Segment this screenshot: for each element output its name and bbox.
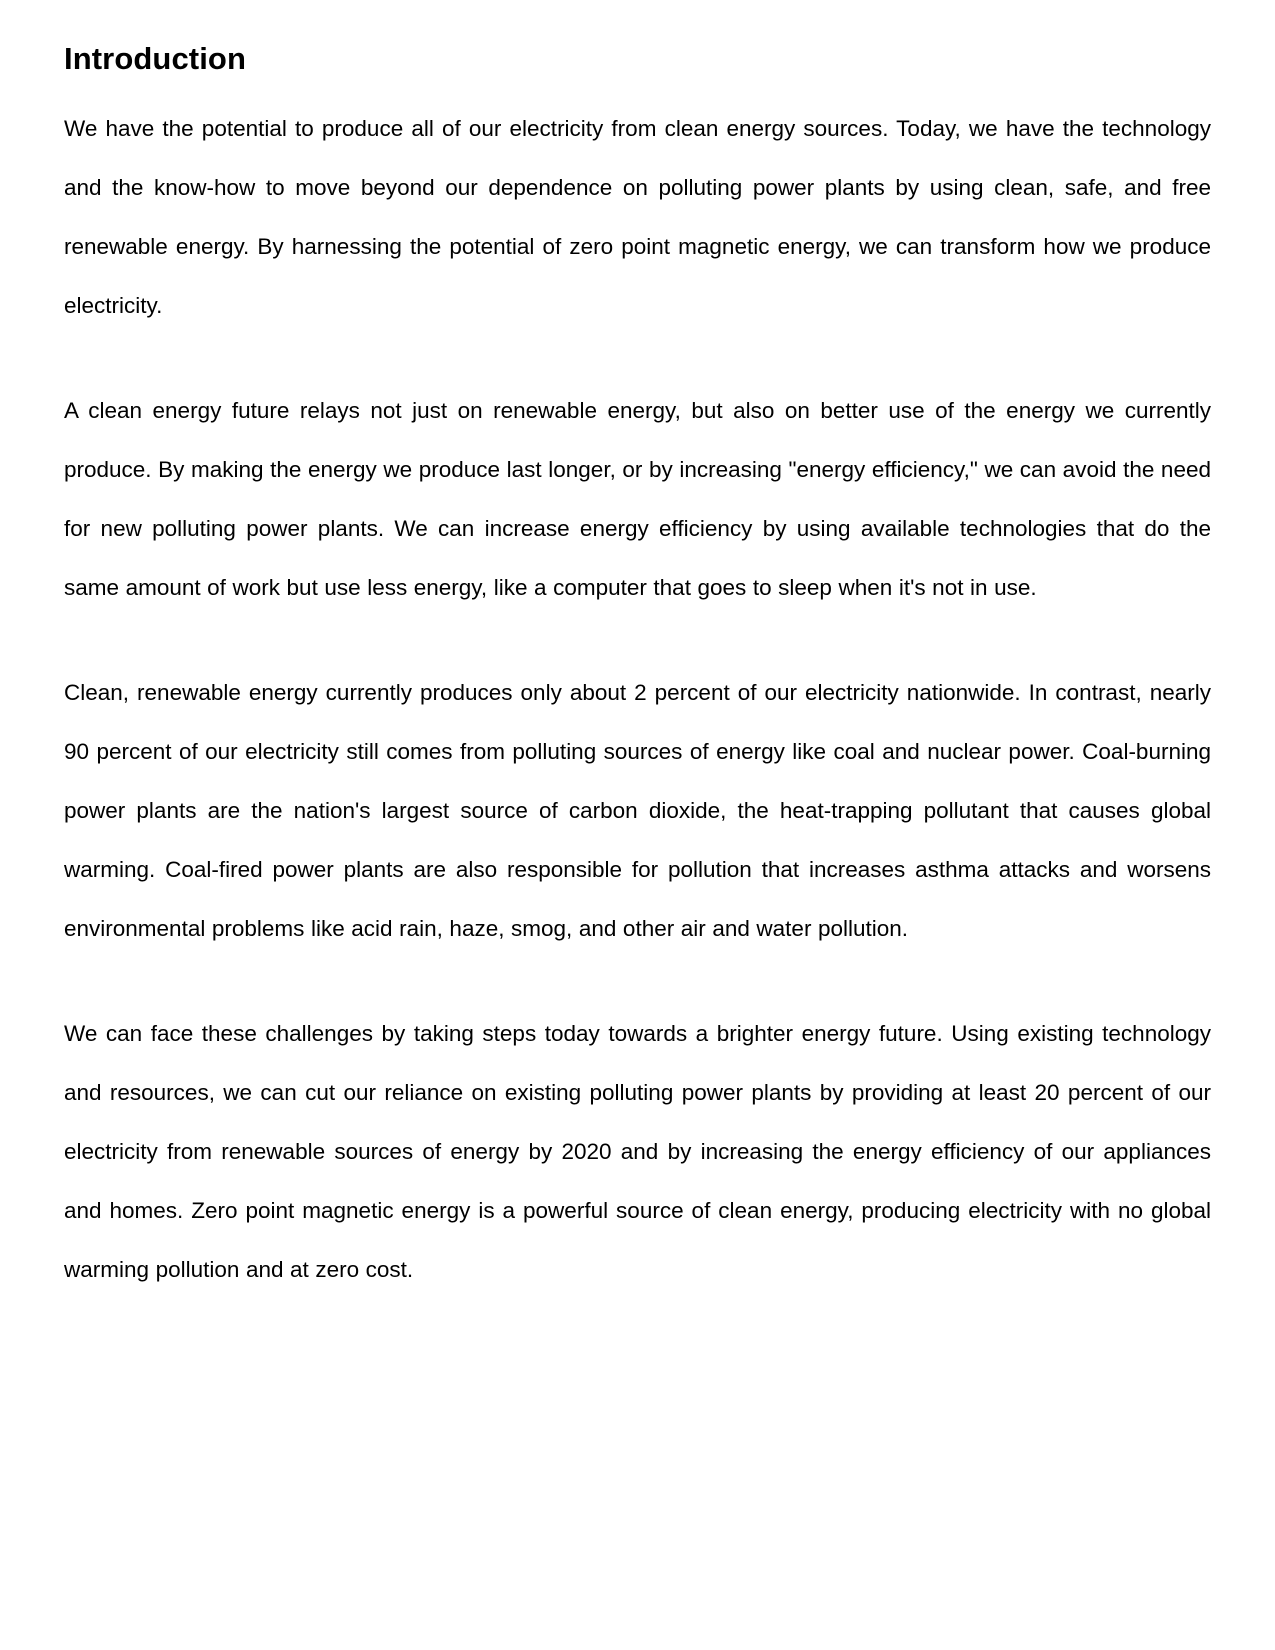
body-paragraph: We can face these challenges by taking steps today towards a brighter energy future. Using existing technology and resources, we can cut our reliance on existing polluting power plants by providing at least 20 percent of our electricity from renewable sources of energy by 2020 and by increasing the energy efficiency of our appliances and homes. Zero point magnetic energy is a powerful source of clean energy, producing electricity with no global warming pollution and at zero cost. xyxy=(64,1021,1211,1283)
page-title: Introduction xyxy=(64,41,246,76)
body-paragraph: We have the potential to produce all of our electricity from clean energy sources. Today, we have the technology and the know-how to move beyond our dependence on polluting power plants by using clean, safe, and free renewable energy. By harnessing the potential of zero point magnetic energy, we can transform how we produce electricity. xyxy=(64,116,1211,319)
body-paragraph: A clean energy future relays not just on renewable energy, but also on better use of the energy we currently produce. By making the energy we produce last longer, or by increasing "energy efficiency," we can avoid the need for new polluting power plants. We can increase energy efficiency by using available technologies that do the same amount of work but use less energy, like a computer that goes to sleep when it's not in use. xyxy=(64,398,1211,601)
body-paragraph: Clean, renewable energy currently produces only about 2 percent of our electricity nationwide. In contrast, nearly 90 percent of our electricity still comes from polluting sources of energy like coal and nuclear power. Coal-burning power plants are the nation's largest source of carbon dioxide, the heat-trapping pollutant that causes global warming. Coal-fired power plants are also responsible for pollution that increases asthma attacks and worsens environmental problems like acid rain, haze, smog, and other air and water pollution. xyxy=(64,680,1211,942)
